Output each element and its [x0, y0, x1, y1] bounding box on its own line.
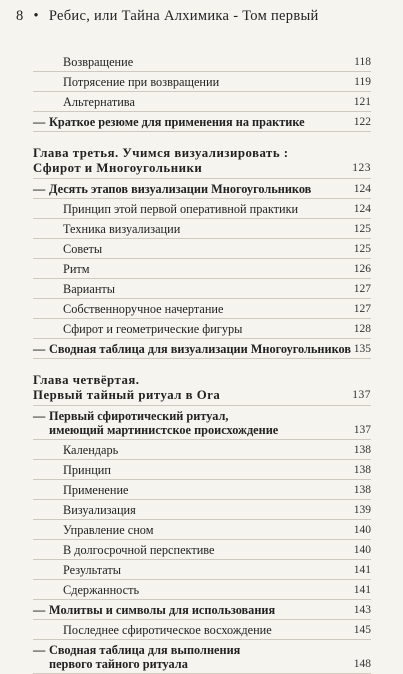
toc-section-label: Десять этапов визуализации Многоугольников [49, 182, 312, 196]
toc-entry[interactable]: Управление сном 140 [33, 520, 371, 540]
chapter-title-line1: Глава третья. Учимся визуализировать : [33, 146, 289, 160]
toc-entry[interactable]: Календарь 138 [33, 440, 371, 460]
toc-entry[interactable]: Советы 125 [33, 239, 371, 259]
toc-entry[interactable]: Варианты 127 [33, 279, 371, 299]
toc-section-entry[interactable]: — Первый сфиротический ритуал, имеющий мартинистское происхождение 137 [33, 406, 371, 440]
chapter-heading[interactable]: Глава четвёртая. Первый тайный ритуал в Ora 137 [33, 359, 371, 406]
chapter-title-line2: Первый тайный ритуал в Ora [33, 388, 221, 402]
toc-entry[interactable]: Применение 138 [33, 480, 371, 500]
toc-section-label: Краткое резюме для применения на практике [49, 115, 305, 129]
header-bullet: • [33, 8, 39, 24]
toc-section-entry[interactable]: — Краткое резюме для применения на практике 122 [33, 112, 371, 132]
toc-entry[interactable]: Сфирот и геометрические фигуры 128 [33, 319, 371, 339]
toc-section-label-line1: Сводная таблица для выполнения [49, 643, 241, 657]
chapter-title-line2: Сфирот и Многоугольники [33, 161, 203, 175]
toc-entry[interactable]: Техника визуализации 125 [33, 219, 371, 239]
toc-entry[interactable]: Сдержанность 141 [33, 580, 371, 600]
book-title: Ребис, или Тайна Алхимика - Том первый [48, 8, 319, 24]
toc-entry[interactable]: Результаты 141 [33, 560, 371, 580]
toc-section-entry[interactable]: — Десять этапов визуализации Многоугольников 124 [33, 179, 371, 199]
toc-entry[interactable]: Возвращение 118 [33, 52, 371, 72]
toc-section-label: Молитвы и символы для использования [49, 603, 276, 617]
running-header [16, 8, 319, 25]
toc-entry[interactable]: Принцип этой первой оперативной практики 124 [33, 199, 371, 219]
toc-section-label-line1: Первый сфиротический ритуал, [49, 409, 229, 423]
toc-section-entry[interactable]: — Сводная таблица для визуализации Многоугольников 135 [33, 339, 371, 359]
toc-entry[interactable]: Ритм 126 [33, 259, 371, 279]
table-of-contents [33, 52, 371, 674]
toc-entry[interactable]: Последнее сфиротическое восхождение 145 [33, 620, 371, 640]
toc-entry[interactable]: Альтернатива 121 [33, 92, 371, 112]
toc-section-label-line2: первого тайного ритуала [49, 657, 188, 671]
page-number: 8 [16, 8, 24, 24]
toc-section-entry[interactable]: — Молитвы и символы для использования 143 [33, 600, 371, 620]
toc-entry[interactable]: Принцип 138 [33, 460, 371, 480]
toc-section-label: Сводная таблица для визуализации Многоугольников [49, 342, 351, 356]
toc-section-label-line2: имеющий мартинистское происхождение [49, 423, 279, 437]
chapter-heading[interactable]: Глава третья. Учимся визуализировать : Сфирот и Многоугольники 123 [33, 132, 371, 179]
chapter-title-line1: Глава четвёртая. [33, 373, 140, 387]
toc-entry[interactable]: Визуализация 139 [33, 500, 371, 520]
toc-entry[interactable]: В долгосрочной перспективе 140 [33, 540, 371, 560]
toc-entry[interactable]: Собственноручное начертание 127 [33, 299, 371, 319]
toc-section-entry[interactable]: — Сводная таблица для выполнения первого тайного ритуала 148 [33, 640, 371, 674]
toc-entry[interactable]: Потрясение при возвращении 119 [33, 72, 371, 92]
